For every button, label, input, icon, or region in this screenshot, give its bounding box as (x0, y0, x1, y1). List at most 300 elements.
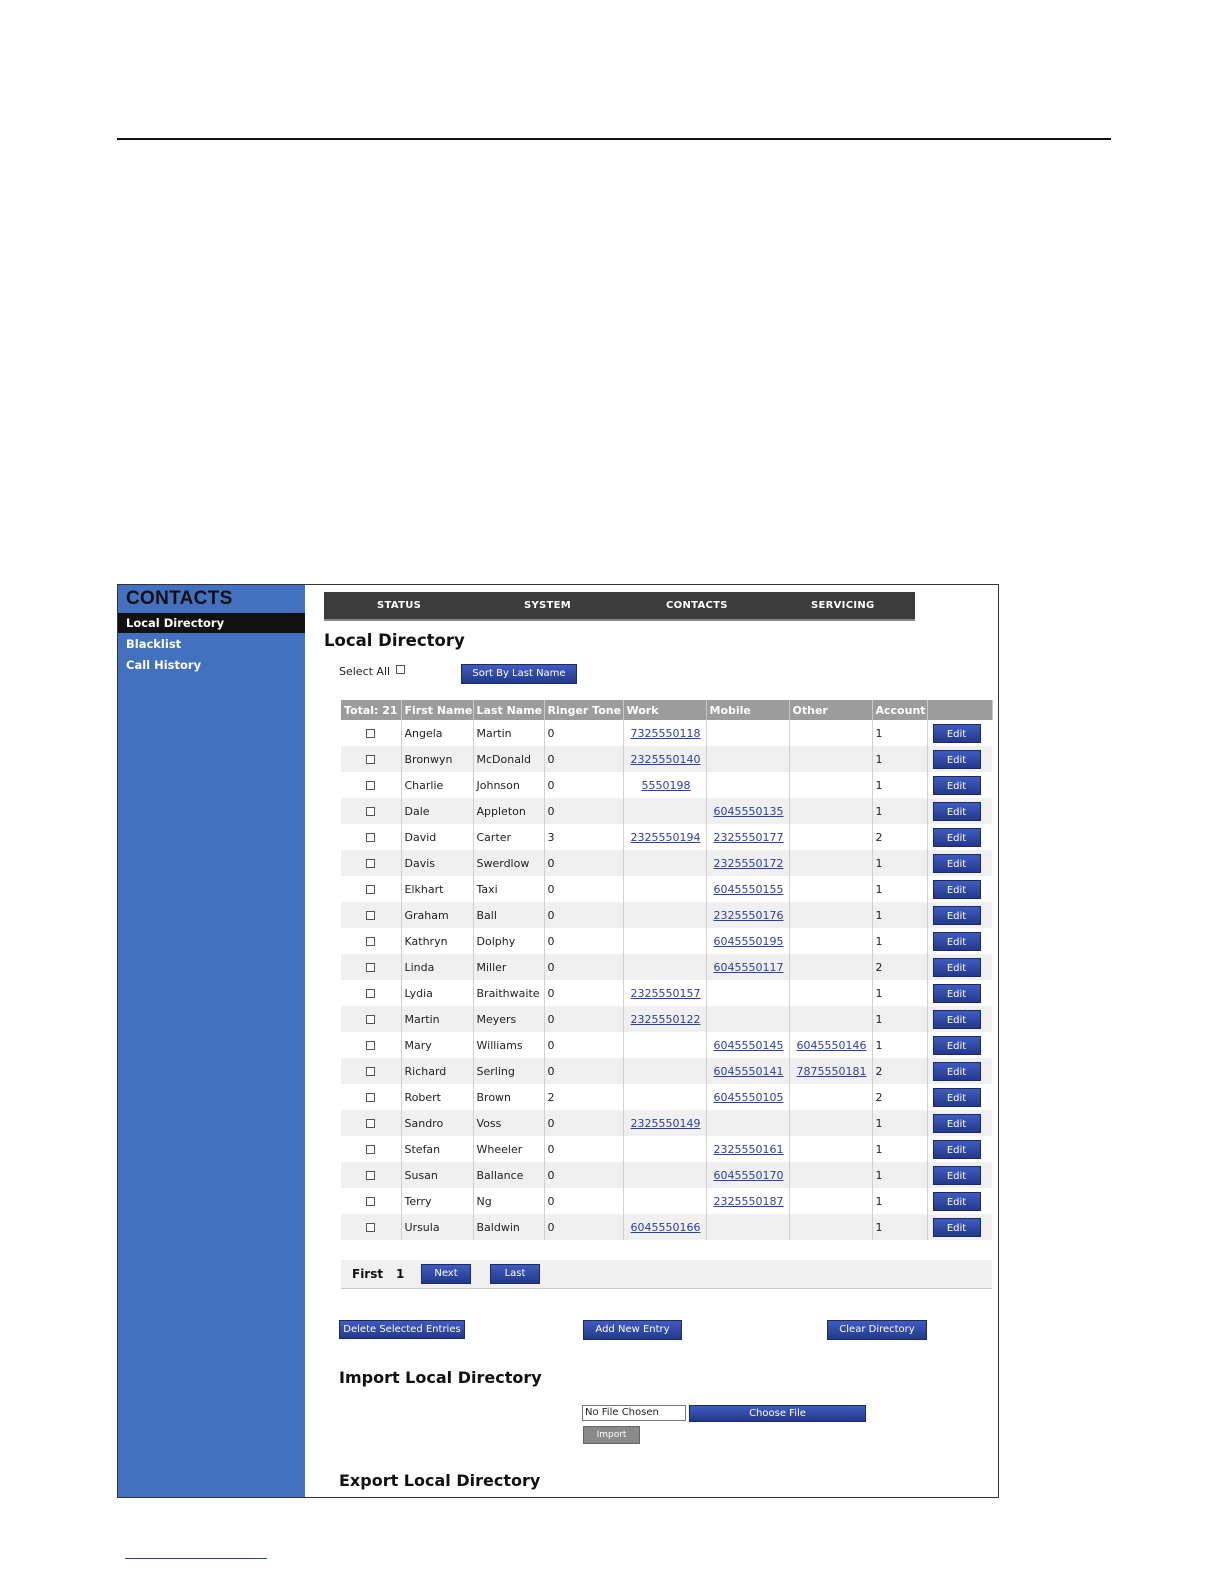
first-name-cell: Stefan (401, 1136, 473, 1162)
checkbox-cell (341, 1058, 401, 1084)
edit-cell (927, 772, 992, 798)
mobile-cell (706, 954, 789, 980)
row-checkbox[interactable] (366, 937, 375, 946)
account-cell: 1 (872, 928, 927, 954)
last-name-cell: McDonald (473, 746, 544, 772)
other-cell (789, 928, 872, 954)
clear-directory-button[interactable]: Clear Directory (827, 1320, 927, 1340)
choose-file-button[interactable]: Choose File (689, 1405, 866, 1422)
account-cell: 1 (872, 772, 927, 798)
work-cell (623, 1110, 706, 1136)
checkbox-cell (341, 876, 401, 902)
edit-cell (927, 850, 992, 876)
export-section-title: Export Local Directory (339, 1471, 541, 1490)
edit-cell (927, 1110, 992, 1136)
first-name-cell: Graham (401, 902, 473, 928)
first-name-cell: Lydia (401, 980, 473, 1006)
work-cell (623, 720, 706, 746)
first-name-cell: Linda (401, 954, 473, 980)
edit-button[interactable]: Edit (933, 1218, 981, 1237)
checkbox-cell (341, 746, 401, 772)
row-checkbox[interactable] (366, 1197, 375, 1206)
edit-button[interactable]: Edit (933, 802, 981, 821)
first-name-cell: Mary (401, 1032, 473, 1058)
ringer-tone-cell: 0 (544, 850, 623, 876)
checkbox-cell (341, 980, 401, 1006)
ringer-tone-cell: 0 (544, 902, 623, 928)
header-first-name[interactable]: First Name (401, 700, 473, 720)
row-checkbox[interactable] (366, 807, 375, 816)
table-row (341, 1110, 992, 1136)
mobile-cell (706, 1032, 789, 1058)
edit-cell (927, 1214, 992, 1240)
work-cell (623, 902, 706, 928)
mobile-cell (706, 720, 789, 746)
other-cell (789, 1136, 872, 1162)
table-row (341, 798, 992, 824)
first-name-cell: Kathryn (401, 928, 473, 954)
ringer-tone-cell: 0 (544, 798, 623, 824)
row-checkbox[interactable] (366, 989, 375, 998)
first-name-cell: Charlie (401, 772, 473, 798)
mobile-cell (706, 850, 789, 876)
work-cell (623, 772, 706, 798)
account-cell: 1 (872, 720, 927, 746)
mobile-number-link[interactable]: 2325550177 (713, 830, 784, 844)
edit-button[interactable]: Edit (933, 880, 981, 899)
table-body (341, 720, 992, 1240)
edit-cell (927, 1136, 992, 1162)
edit-cell (927, 1058, 992, 1084)
account-cell: 1 (872, 1214, 927, 1240)
other-cell (789, 1006, 872, 1032)
edit-cell (927, 720, 992, 746)
edit-button[interactable]: Edit (933, 854, 981, 873)
edit-button[interactable]: Edit (933, 1010, 981, 1029)
add-new-entry-button[interactable]: Add New Entry (583, 1320, 682, 1340)
sidebar-item-local-directory[interactable]: Local Directory (118, 613, 305, 633)
edit-cell (927, 1032, 992, 1058)
table-row (341, 1136, 992, 1162)
other-cell (789, 954, 872, 980)
checkbox-cell (341, 1032, 401, 1058)
mobile-cell (706, 1162, 789, 1188)
header-last-name[interactable]: Last Name (473, 700, 544, 720)
work-cell (623, 1214, 706, 1240)
first-name-cell: Bronwyn (401, 746, 473, 772)
first-name-cell: Martin (401, 1006, 473, 1032)
mobile-number-link[interactable]: 2325550176 (713, 908, 784, 922)
work-number-link[interactable]: 2325550194 (630, 830, 701, 844)
import-section-title: Import Local Directory (339, 1368, 542, 1387)
top-nav (324, 592, 915, 621)
header-mobile: Mobile (706, 700, 789, 720)
ringer-tone-cell: 0 (544, 980, 623, 1006)
checkbox-cell (341, 798, 401, 824)
last-name-cell: Voss (473, 1110, 544, 1136)
table-row (341, 1032, 992, 1058)
mobile-number-link[interactable]: 6045550145 (713, 1038, 784, 1052)
table-row (341, 772, 992, 798)
checkbox-cell (341, 824, 401, 850)
file-name-field: No File Chosen (582, 1405, 686, 1421)
row-checkbox[interactable] (366, 755, 375, 764)
last-name-cell: Dolphy (473, 928, 544, 954)
header-total: Total: 21 (341, 700, 401, 720)
account-cell: 1 (872, 1188, 927, 1214)
last-name-cell: Brown (473, 1084, 544, 1110)
edit-button[interactable]: Edit (933, 776, 981, 795)
other-cell (789, 720, 872, 746)
other-cell (789, 824, 872, 850)
ringer-tone-cell: 0 (544, 1110, 623, 1136)
other-cell (789, 1032, 872, 1058)
edit-cell (927, 1006, 992, 1032)
checkbox-cell (341, 1136, 401, 1162)
table-row (341, 1188, 992, 1214)
edit-cell (927, 798, 992, 824)
mobile-cell (706, 1006, 789, 1032)
sidebar-item-call-history[interactable]: Call History (126, 658, 202, 672)
tab-system[interactable]: SYSTEM (524, 600, 572, 611)
sort-by-last-name-button[interactable]: Sort By Last Name (461, 664, 577, 684)
work-cell (623, 1136, 706, 1162)
row-checkbox[interactable] (366, 885, 375, 894)
ringer-tone-cell: 0 (544, 1058, 623, 1084)
table-row (341, 1214, 992, 1240)
checkbox-cell (341, 772, 401, 798)
mobile-cell (706, 1136, 789, 1162)
mobile-number-link[interactable]: 6045550195 (713, 934, 784, 948)
checkbox-cell (341, 954, 401, 980)
table-row (341, 824, 992, 850)
mobile-cell (706, 980, 789, 1006)
mobile-number-link[interactable]: 6045550155 (713, 882, 784, 896)
checkbox-cell (341, 850, 401, 876)
table-row (341, 1084, 992, 1110)
table-header-row (341, 700, 992, 720)
mobile-cell (706, 876, 789, 902)
first-name-cell: Terry (401, 1188, 473, 1214)
work-number-link[interactable]: 2325550140 (630, 752, 701, 766)
table-row (341, 928, 992, 954)
edit-button[interactable]: Edit (933, 1114, 981, 1133)
table-row (341, 746, 992, 772)
mobile-cell (706, 1084, 789, 1110)
row-checkbox[interactable] (366, 1145, 375, 1154)
checkbox-cell (341, 902, 401, 928)
ringer-tone-cell: 3 (544, 824, 623, 850)
account-cell: 1 (872, 746, 927, 772)
edit-button[interactable]: Edit (933, 958, 981, 977)
edit-cell (927, 1162, 992, 1188)
first-name-cell: Angela (401, 720, 473, 746)
work-cell (623, 824, 706, 850)
work-number-link[interactable]: 2325550122 (630, 1012, 701, 1026)
work-number-link[interactable]: 5550198 (641, 778, 691, 792)
account-cell: 1 (872, 1110, 927, 1136)
work-number-link[interactable]: 2325550149 (630, 1116, 701, 1130)
edit-button[interactable]: Edit (933, 906, 981, 925)
edit-cell (927, 980, 992, 1006)
first-name-cell: David (401, 824, 473, 850)
edit-cell (927, 902, 992, 928)
edit-button[interactable]: Edit (933, 724, 981, 743)
account-cell: 1 (872, 1006, 927, 1032)
mobile-cell (706, 928, 789, 954)
row-checkbox[interactable] (366, 833, 375, 842)
ringer-tone-cell: 0 (544, 1136, 623, 1162)
directory-table (341, 700, 993, 1240)
row-checkbox[interactable] (366, 729, 375, 738)
edit-button[interactable]: Edit (933, 828, 981, 847)
account-cell: 1 (872, 1136, 927, 1162)
other-cell (789, 902, 872, 928)
checkbox-cell (341, 1188, 401, 1214)
table-row (341, 1006, 992, 1032)
other-number-link[interactable]: 7875550181 (796, 1064, 867, 1078)
other-cell (789, 1214, 872, 1240)
ringer-tone-cell: 0 (544, 1006, 623, 1032)
last-name-cell: Johnson (473, 772, 544, 798)
first-name-cell: Robert (401, 1084, 473, 1110)
other-cell (789, 1188, 872, 1214)
first-name-cell: Ursula (401, 1214, 473, 1240)
ringer-tone-cell: 0 (544, 1188, 623, 1214)
other-cell (789, 850, 872, 876)
checkbox-cell (341, 1162, 401, 1188)
last-name-cell: Swerdlow (473, 850, 544, 876)
other-cell (789, 798, 872, 824)
row-checkbox[interactable] (366, 963, 375, 972)
mobile-cell (706, 1058, 789, 1084)
mobile-cell (706, 1110, 789, 1136)
table-row (341, 980, 992, 1006)
mobile-cell (706, 746, 789, 772)
row-checkbox[interactable] (366, 1041, 375, 1050)
last-name-cell: Wheeler (473, 1136, 544, 1162)
account-cell: 1 (872, 876, 927, 902)
account-cell: 1 (872, 902, 927, 928)
mobile-number-link[interactable]: 6045550170 (713, 1168, 784, 1182)
ringer-tone-cell: 0 (544, 1214, 623, 1240)
import-button[interactable]: Import (583, 1426, 640, 1444)
edit-cell (927, 954, 992, 980)
last-name-cell: Appleton (473, 798, 544, 824)
last-name-cell: Carter (473, 824, 544, 850)
first-name-cell: Davis (401, 850, 473, 876)
account-cell: 2 (872, 1058, 927, 1084)
header-work: Work (623, 700, 706, 720)
row-checkbox[interactable] (366, 1015, 375, 1024)
ringer-tone-cell: 0 (544, 928, 623, 954)
last-name-cell: Williams (473, 1032, 544, 1058)
tab-status[interactable]: STATUS (377, 600, 422, 611)
first-name-cell: Elkhart (401, 876, 473, 902)
account-cell: 1 (872, 850, 927, 876)
other-number-link[interactable]: 6045550146 (796, 1038, 867, 1052)
edit-cell (927, 1084, 992, 1110)
work-cell (623, 980, 706, 1006)
first-name-cell: Susan (401, 1162, 473, 1188)
work-cell (623, 746, 706, 772)
work-cell (623, 1032, 706, 1058)
sidebar-item-blacklist[interactable]: Blacklist (126, 637, 182, 651)
header-ringer-tone: Ringer Tone (544, 700, 623, 720)
row-checkbox[interactable] (366, 1171, 375, 1180)
mobile-number-link[interactable]: 2325550187 (713, 1194, 784, 1208)
other-cell (789, 1084, 872, 1110)
checkbox-cell (341, 720, 401, 746)
ringer-tone-cell: 0 (544, 772, 623, 798)
work-cell (623, 928, 706, 954)
account-cell: 1 (872, 1032, 927, 1058)
mobile-number-link[interactable]: 6045550135 (713, 804, 784, 818)
other-cell (789, 876, 872, 902)
checkbox-cell (341, 1006, 401, 1032)
edit-button[interactable]: Edit (933, 1140, 981, 1159)
other-cell (789, 1110, 872, 1136)
row-checkbox[interactable] (366, 781, 375, 790)
work-cell (623, 1006, 706, 1032)
last-name-cell: Ball (473, 902, 544, 928)
row-checkbox[interactable] (366, 1093, 375, 1102)
account-cell: 1 (872, 798, 927, 824)
work-cell (623, 1162, 706, 1188)
work-cell (623, 1188, 706, 1214)
checkbox-cell (341, 1110, 401, 1136)
ringer-tone-cell: 2 (544, 1084, 623, 1110)
screenshot-frame (117, 584, 999, 1498)
row-checkbox[interactable] (366, 1067, 375, 1076)
mobile-number-link[interactable]: 6045550117 (713, 960, 784, 974)
last-name-cell: Miller (473, 954, 544, 980)
mobile-number-link[interactable]: 6045550141 (713, 1064, 784, 1078)
pager-first[interactable]: First (352, 1267, 384, 1281)
table-row (341, 876, 992, 902)
first-name-cell: Sandro (401, 1110, 473, 1136)
work-cell (623, 1058, 706, 1084)
mobile-number-link[interactable]: 6045550105 (713, 1090, 784, 1104)
ringer-tone-cell: 0 (544, 1162, 623, 1188)
page-title: Local Directory (324, 631, 465, 650)
work-cell (623, 1084, 706, 1110)
checkbox-cell (341, 1214, 401, 1240)
last-name-cell: Serling (473, 1058, 544, 1084)
other-cell (789, 746, 872, 772)
ringer-tone-cell: 0 (544, 1032, 623, 1058)
edit-button[interactable]: Edit (933, 984, 981, 1003)
last-name-cell: Baldwin (473, 1214, 544, 1240)
tab-contacts[interactable]: CONTACTS (666, 600, 728, 611)
mobile-cell (706, 1214, 789, 1240)
row-checkbox[interactable] (366, 1223, 375, 1232)
next-button[interactable]: Next (421, 1264, 471, 1284)
row-checkbox[interactable] (366, 859, 375, 868)
header-account: Account (872, 700, 927, 720)
edit-button[interactable]: Edit (933, 1036, 981, 1055)
tab-servicing[interactable]: SERVICING (811, 600, 875, 611)
last-button[interactable]: Last (490, 1264, 540, 1284)
other-cell (789, 1162, 872, 1188)
ringer-tone-cell: 0 (544, 876, 623, 902)
sidebar (118, 585, 305, 1497)
mobile-cell (706, 1188, 789, 1214)
edit-button[interactable]: Edit (933, 932, 981, 951)
last-name-cell: Ng (473, 1188, 544, 1214)
select-all (339, 665, 405, 678)
row-checkbox[interactable] (366, 911, 375, 920)
select-all-label: Select All (339, 665, 391, 678)
sidebar-title: CONTACTS (126, 588, 233, 609)
edit-cell (927, 1188, 992, 1214)
table-row (341, 1058, 992, 1084)
delete-selected-button[interactable]: Delete Selected Entries (339, 1320, 465, 1339)
work-number-link[interactable]: 2325550157 (630, 986, 701, 1000)
table-row (341, 850, 992, 876)
row-checkbox[interactable] (366, 1119, 375, 1128)
mobile-cell (706, 798, 789, 824)
last-name-cell: Taxi (473, 876, 544, 902)
mobile-cell (706, 824, 789, 850)
last-name-cell: Ballance (473, 1162, 544, 1188)
mobile-number-link[interactable]: 2325550172 (713, 856, 784, 870)
edit-button[interactable]: Edit (933, 1192, 981, 1211)
checkbox-cell (341, 928, 401, 954)
work-number-link[interactable]: 7325550118 (630, 726, 701, 740)
account-cell: 2 (872, 954, 927, 980)
account-cell: 2 (872, 1084, 927, 1110)
first-name-cell: Dale (401, 798, 473, 824)
ringer-tone-cell: 0 (544, 954, 623, 980)
account-cell: 1 (872, 980, 927, 1006)
other-cell (789, 772, 872, 798)
work-cell (623, 850, 706, 876)
checkbox-cell (341, 1084, 401, 1110)
last-name-cell: Martin (473, 720, 544, 746)
account-cell: 2 (872, 824, 927, 850)
table-row (341, 1162, 992, 1188)
ringer-tone-cell: 0 (544, 720, 623, 746)
other-cell (789, 1058, 872, 1084)
other-cell (789, 980, 872, 1006)
last-name-cell: Meyers (473, 1006, 544, 1032)
last-name-cell: Braithwaite (473, 980, 544, 1006)
work-cell (623, 798, 706, 824)
header-actions (927, 700, 992, 720)
select-all-checkbox[interactable] (396, 665, 405, 674)
edit-cell (927, 824, 992, 850)
header-other: Other (789, 700, 872, 720)
edit-cell (927, 746, 992, 772)
work-cell (623, 954, 706, 980)
table-row (341, 720, 992, 746)
table-row (341, 954, 992, 980)
mobile-cell (706, 772, 789, 798)
edit-button[interactable]: Edit (933, 1062, 981, 1081)
mobile-number-link[interactable]: 2325550161 (713, 1142, 784, 1156)
ringer-tone-cell: 0 (544, 746, 623, 772)
edit-button[interactable]: Edit (933, 750, 981, 769)
edit-button[interactable]: Edit (933, 1088, 981, 1107)
edit-cell (927, 928, 992, 954)
table-row (341, 902, 992, 928)
work-number-link[interactable]: 6045550166 (630, 1220, 701, 1234)
account-cell: 1 (872, 1162, 927, 1188)
edit-button[interactable]: Edit (933, 1166, 981, 1185)
header-rule (117, 138, 1111, 140)
work-cell (623, 876, 706, 902)
